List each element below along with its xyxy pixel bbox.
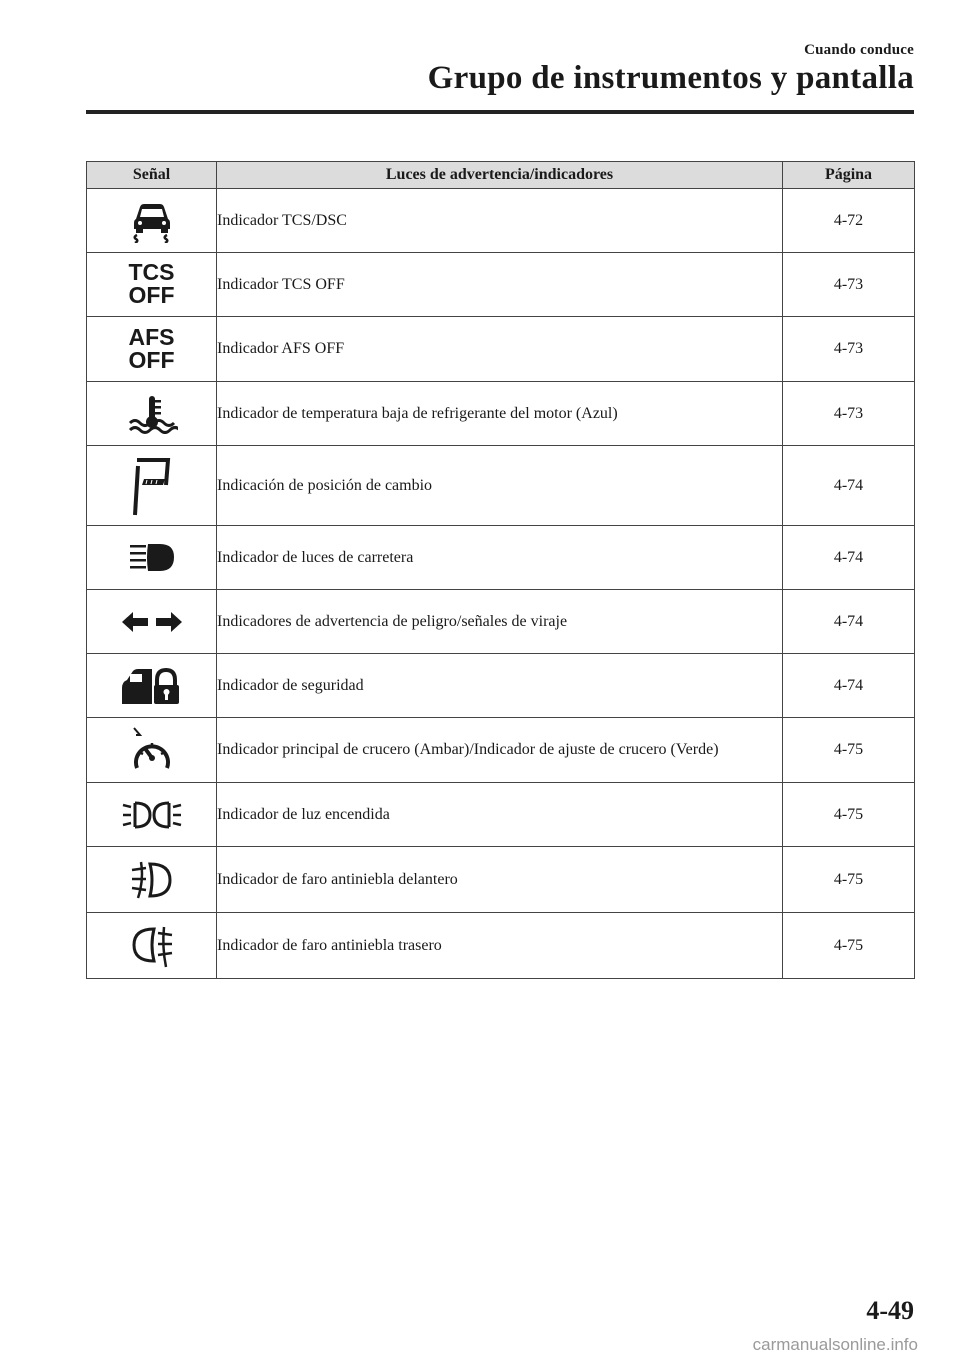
table-row <box>87 718 915 783</box>
table-row <box>87 446 915 526</box>
description-cell: Indicador de luces de carretera <box>217 526 783 590</box>
description-cell: Indicador TCS OFF <box>217 253 783 317</box>
description-cell: Indicador de temperatura baja de refrigerante del motor (Azul) <box>217 382 783 446</box>
signal-cell <box>87 317 217 382</box>
page-cell[interactable]: 4-72 <box>783 189 915 253</box>
signal-cell <box>87 526 217 590</box>
page-cell[interactable]: 4-74 <box>783 526 915 590</box>
watermark: carmanualsonline.info <box>752 1335 918 1354</box>
tcs-off-icon: TCS OFF <box>128 259 175 308</box>
coolant-temperature-icon <box>126 394 178 434</box>
signal-cell <box>87 189 217 253</box>
page-cell[interactable]: 4-75 <box>783 913 915 979</box>
description-cell: Indicador AFS OFF <box>217 317 783 382</box>
page-cell[interactable]: 4-73 <box>783 317 915 382</box>
signal-cell <box>87 654 217 718</box>
table-row <box>87 317 915 382</box>
lights-on-icon <box>121 799 183 831</box>
description-cell: Indicador de faro antiniebla trasero <box>217 913 783 979</box>
rear-fog-icon <box>128 923 176 969</box>
page-title: Grupo de instrumentos y pantalla <box>427 60 914 96</box>
cruise-icon <box>129 726 175 774</box>
indicator-table <box>86 161 915 979</box>
description-cell: Indicador de seguridad <box>217 654 783 718</box>
signal-cell <box>87 783 217 847</box>
signal-cell <box>87 590 217 654</box>
page-number: 4-49 <box>866 1296 914 1325</box>
signal-cell <box>87 253 217 317</box>
section-subtitle: Cuando conduce <box>804 42 914 58</box>
high-beam-icon <box>126 543 178 573</box>
tcs-dsc-icon <box>127 199 177 243</box>
column-header-page: Página <box>783 162 915 189</box>
turn-signal-icon <box>120 610 184 634</box>
page-cell[interactable]: 4-74 <box>783 446 915 526</box>
column-header-lights: Luces de advertencia/indicadores <box>217 162 783 189</box>
page-cell[interactable]: 4-74 <box>783 590 915 654</box>
table-row <box>87 382 915 446</box>
page-cell[interactable]: 4-75 <box>783 847 915 913</box>
signal-cell <box>87 847 217 913</box>
table-row <box>87 847 915 913</box>
page-cell[interactable]: 4-75 <box>783 783 915 847</box>
column-header-signal: Señal <box>87 162 217 189</box>
description-cell: Indicadores de advertencia de peligro/señales de viraje <box>217 590 783 654</box>
description-cell: Indicación de posición de cambio <box>217 446 783 526</box>
table-row <box>87 913 915 979</box>
description-cell: Indicador de luz encendida <box>217 783 783 847</box>
page-cell[interactable]: 4-73 <box>783 253 915 317</box>
signal-cell <box>87 382 217 446</box>
table-row <box>87 253 915 317</box>
page-cell[interactable]: 4-74 <box>783 654 915 718</box>
signal-cell <box>87 446 217 526</box>
description-cell: Indicador de faro antiniebla delantero <box>217 847 783 913</box>
front-fog-icon <box>128 858 176 902</box>
shift-position-icon <box>128 455 176 517</box>
header-divider <box>86 110 914 114</box>
afs-off-icon: AFS OFF <box>128 323 175 373</box>
table-row <box>87 590 915 654</box>
table-row <box>87 526 915 590</box>
table-row <box>87 654 915 718</box>
table-row <box>87 783 915 847</box>
description-cell: Indicador TCS/DSC <box>217 189 783 253</box>
signal-cell <box>87 718 217 783</box>
table-header-row <box>87 162 915 189</box>
page-cell[interactable]: 4-73 <box>783 382 915 446</box>
page-cell[interactable]: 4-75 <box>783 718 915 783</box>
security-icon <box>120 666 184 706</box>
description-cell: Indicador principal de crucero (Ambar)/Indicador de ajuste de crucero (Verde) <box>217 718 783 783</box>
table-row <box>87 189 915 253</box>
signal-cell <box>87 913 217 979</box>
